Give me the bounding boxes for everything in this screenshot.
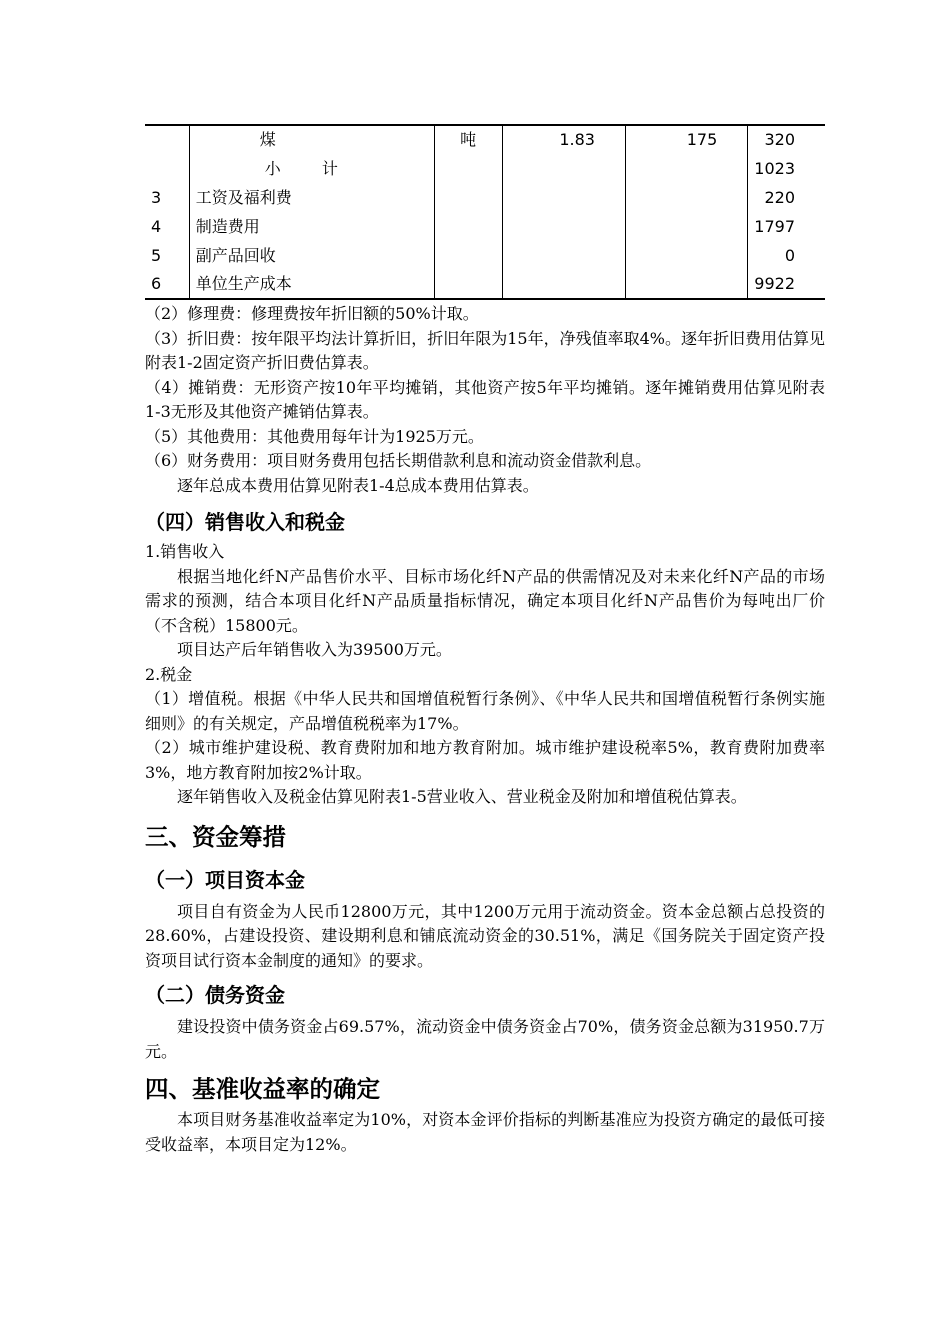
item-name: 煤: [189, 125, 434, 154]
price-cell: [625, 212, 747, 241]
unit-cell: [434, 183, 502, 212]
other-cost-paragraph: （5）其他费用：其他费用每年计为1925万元。: [145, 426, 484, 446]
unit-cell: [434, 154, 502, 183]
quantity-cell: [502, 241, 625, 270]
row-number: [145, 125, 189, 154]
annual-revenue-paragraph: 项目达产后年销售收入为39500万元。: [177, 640, 452, 659]
item-name: 工资及福利费: [189, 183, 434, 212]
table-row: [145, 241, 825, 270]
amount-cell: 220: [748, 183, 825, 212]
quantity-cell: [502, 183, 625, 212]
table-row: [145, 212, 825, 241]
item-name: 小 计: [189, 154, 434, 183]
finance-cost-paragraph: （6）财务费用：项目财务费用包括长期借款利息和流动资金借款利息。: [145, 451, 652, 470]
benchmark-paragraph: 本项目财务基准收益率定为10%，对资本金评价指标的判断基准应为投资方确定的最低可接受收益率，本项目定为12%。: [145, 1110, 825, 1154]
repair-cost-paragraph: （2）修理费：修理费按年折旧额的50%计取。: [145, 304, 479, 323]
table-row: [145, 183, 825, 212]
row-number: [145, 154, 189, 183]
price-paragraph: 根据当地化纤N产品售价水平、目标市场化纤N产品的供需情况及对未来化纤N产品的市场需求的预测，结合本项目化纤N产品质量指标情况，确定本项目化纤N产品售价为每吨出厂价（不含税）15800元。: [145, 566, 825, 635]
document-content: [145, 124, 825, 1157]
row-number: 5: [151, 245, 162, 265]
tax-subheading: 2.税金: [145, 664, 193, 684]
capital-heading: （一）项目资本金: [145, 867, 305, 892]
amortization-paragraph: （4）摊销费：无形资产按10年平均摊销，其他资产按5年平均摊销。逐年摊销费用估算见附表1-3无形及其他资产摊销估算表。: [145, 377, 825, 421]
debt-paragraph: 建设投资中债务资金占69.57%，流动资金中债务资金占70%，债务资金总额为31950.7万元。: [145, 1017, 825, 1061]
amount-cell: 1023: [748, 154, 825, 183]
tax-estimate-paragraph: 逐年销售收入及税金估算见附表1-5营业收入、营业税金及附加和增值税估算表。: [177, 787, 747, 806]
price-cell: [625, 241, 747, 270]
price-cell: [625, 183, 747, 212]
item-name: 制造费用: [189, 212, 434, 241]
benchmark-heading: 四、基准收益率的确定: [145, 1075, 380, 1103]
price-cell: [625, 270, 747, 299]
table-row: [145, 125, 825, 154]
amount-cell: 9922: [748, 270, 825, 299]
funding-heading: 三、资金筹措: [145, 822, 286, 851]
row-number: 4: [151, 216, 162, 236]
unit-cell: 吨: [434, 125, 502, 154]
depreciation-paragraph: （3）折旧费：按年限平均法计算折旧，折旧年限为15年，净残值率取4%。逐年折旧费用估算见附表1-2固定资产折旧费估算表。: [145, 328, 825, 372]
unit-cell: [434, 212, 502, 241]
capital-paragraph: 项目自有资金为人民币12800万元，其中1200万元用于流动资金。资本金总额占总投资的28.60%，占建设投资、建设期利息和铺底流动资金的30.51%，满足《国务院关于固定资产投资项目试行资本金制度的通知》的要求。: [145, 901, 825, 970]
quantity-cell: [502, 154, 625, 183]
vat-paragraph: （1）增值税。根据《中华人民共和国增值税暂行条例》、《中华人民共和国增值税暂行条例实施细则》的有关规定，产品增值税税率为17%。: [145, 689, 825, 733]
row-number: 3: [151, 187, 162, 207]
item-name: 副产品回收: [189, 241, 434, 270]
price-cell: [625, 154, 747, 183]
cost-notes: [145, 302, 825, 498]
city-tax-paragraph: （2）城市维护建设税、教育费附加和地方教育附加。城市维护建设税率5%，教育费附加费率3%，地方教育附加按2%计取。: [145, 738, 825, 782]
amount-cell: 320: [748, 125, 825, 154]
sales-tax-heading: （四）销售收入和税金: [145, 510, 345, 534]
sales-section: [145, 540, 825, 810]
amount-cell: 0: [748, 241, 825, 270]
row-number: 6: [145, 270, 189, 299]
unit-cell: [434, 270, 502, 299]
table-row: [145, 270, 825, 299]
amount-cell: 1797: [748, 212, 825, 241]
item-name: 单位生产成本: [189, 270, 434, 299]
quantity-cell: [502, 212, 625, 241]
total-cost-paragraph: 逐年总成本费用估算见附表1-4总成本费用估算表。: [177, 475, 539, 495]
quantity-cell: 1.83: [502, 125, 625, 154]
price-cell: 175: [625, 125, 747, 154]
table-row: [145, 154, 825, 183]
cost-table: [145, 124, 825, 300]
unit-cell: [434, 241, 502, 270]
quantity-cell: [502, 270, 625, 299]
debt-heading: （二）债务资金: [145, 983, 285, 1007]
sales-revenue-subheading: 1.销售收入: [145, 542, 225, 561]
